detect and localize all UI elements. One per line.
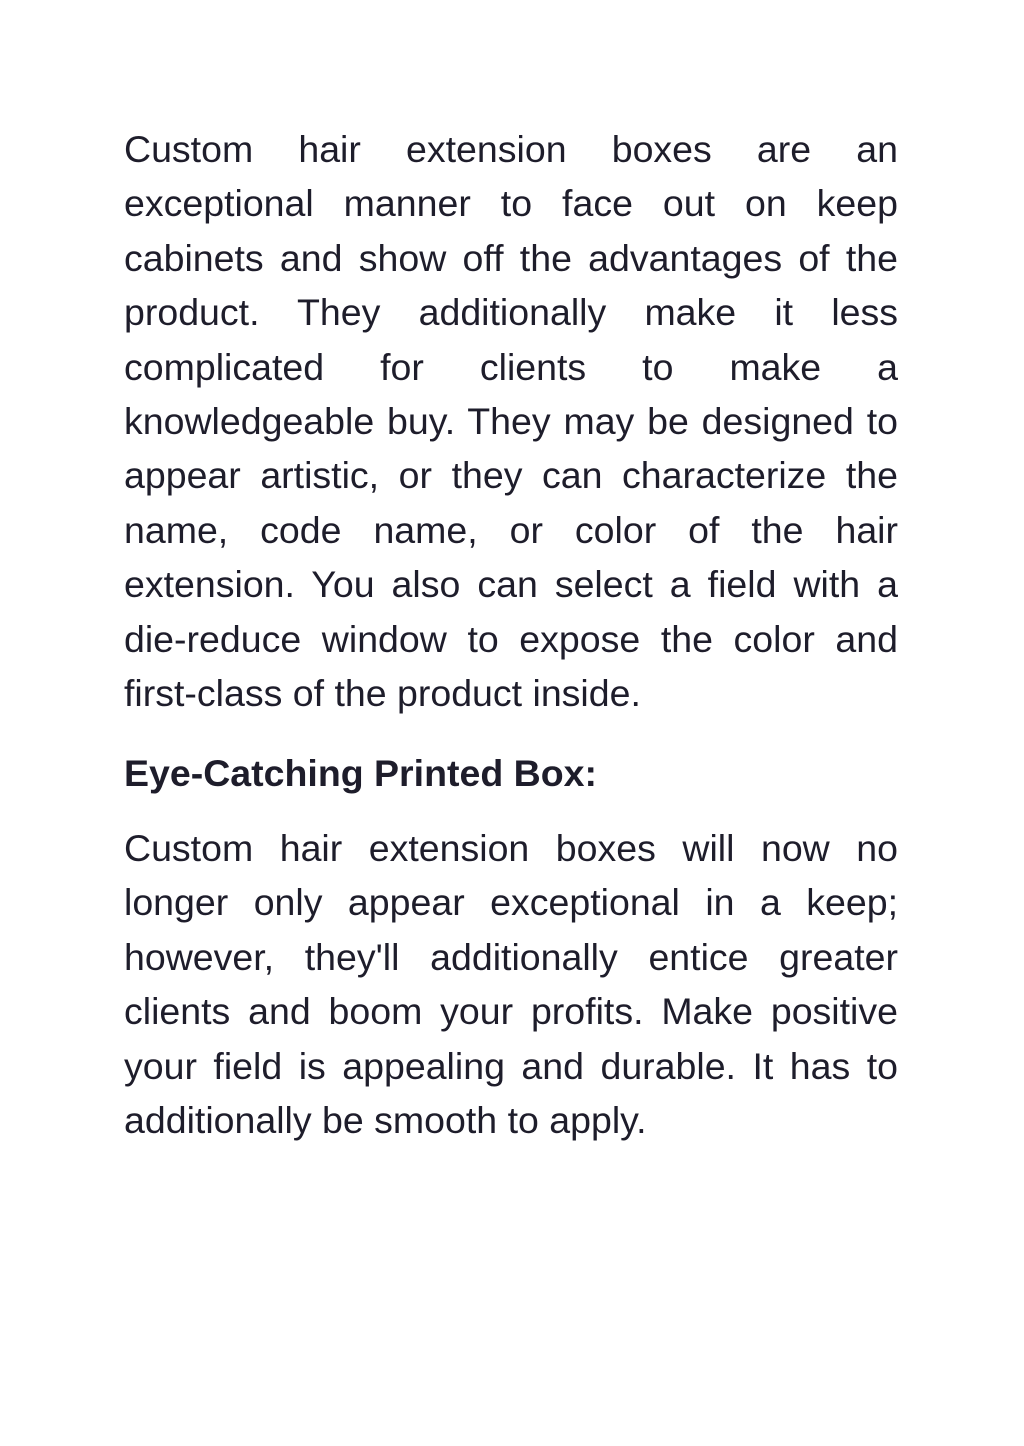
body-paragraph: Custom hair extension boxes will now no longer only appear exceptional in a keep; however, they'll additionally entice greater clients and boom your profits. Make positive your field is appealing and durable. It has to additionally be smooth to apply.: [124, 826, 898, 1141]
document-page: [124, 122, 898, 1147]
section-heading: Eye-Catching Printed Box:: [124, 752, 597, 795]
intro-paragraph: Custom hair extension boxes are an exceptional manner to face out on keep cabinets and show off the advantages of the product. They additionally make it less complicated for clients to make a knowledgeable buy. They may be designed to appear artistic, or they can characterize the name, code name, or color of the hair extension. You also can select a field with a die-reduce window to expose the color and first-class of the product inside.: [124, 128, 898, 715]
